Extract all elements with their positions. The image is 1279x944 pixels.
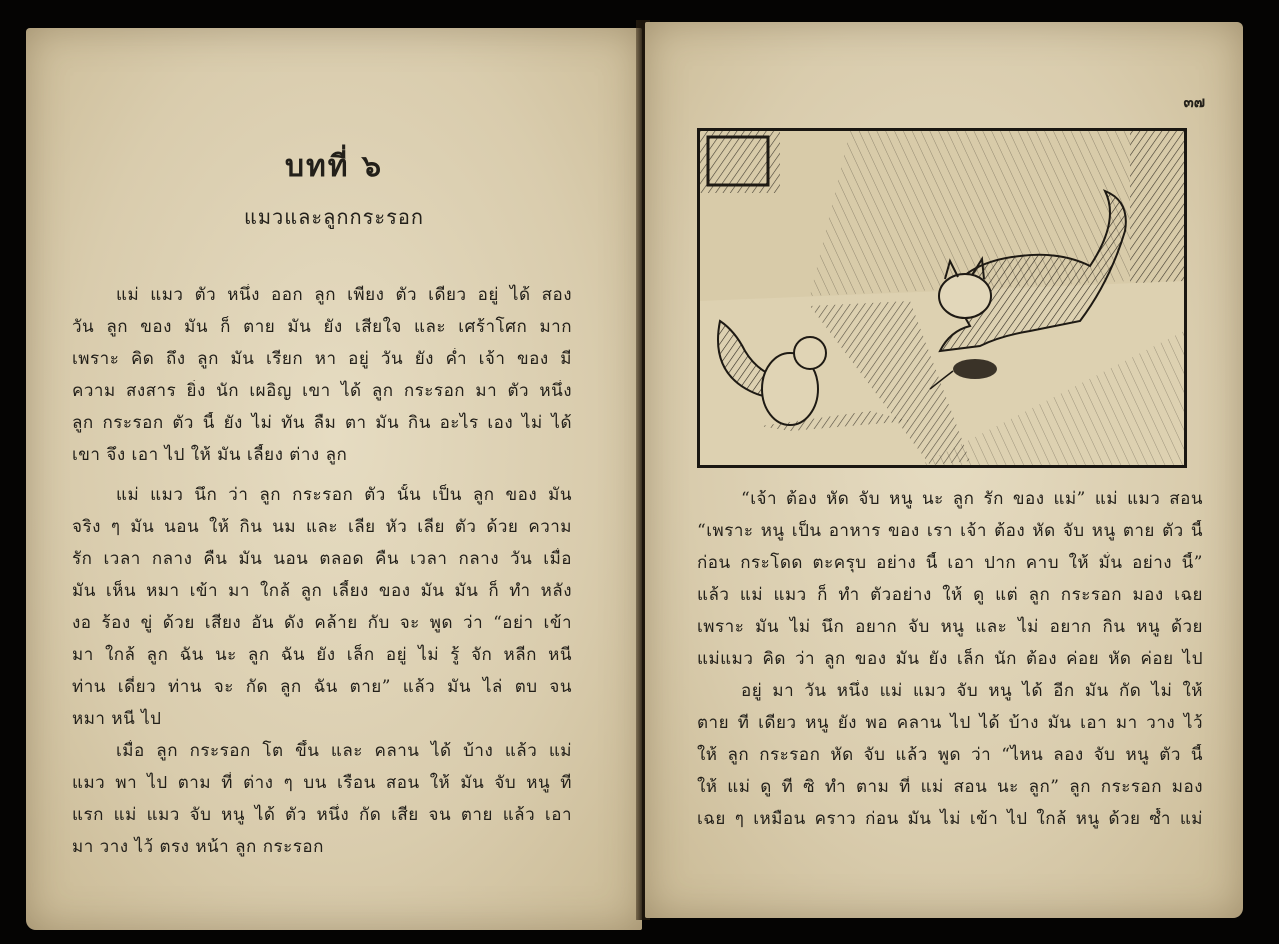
- text-line: ลูก กระรอก ตัว นี้ ยัง ไม่ ทัน ลืม ตา มัน กิน อะไร เอง ไม่ ได้: [72, 413, 572, 433]
- text-line: มา ใกล้ ลูก ฉัน นะ ลูก ฉัน ยัง เล็ก อยู่ ไม่ รู้ จัก หลีก หนี: [72, 645, 572, 665]
- text-line: เมื่อ ลูก กระรอก โต ขึ้น และ คลาน ได้ บ้าง แล้ว แม่: [116, 741, 572, 761]
- text-line: ก่อน กระโดด ตะครุบ อย่าง นี้ เอา ปาก คาบ ให้ มั่น อย่าง นี้”: [697, 553, 1203, 573]
- text-line: เฉย ๆ เหมือน คราว ก่อน มัน ไม่ เข้า ไป ใกล้ หนู ด้วย ซ้ำ แม่: [697, 809, 1203, 829]
- text-line: งอ ร้อง ขู่ ด้วย เสียง อัน ดัง คล้าย กับ จะ พูด ว่า “อย่า เข้า: [72, 613, 572, 633]
- text-line: ท่าน เดี๋ยว ท่าน จะ กัด ลูก ฉัน ตาย” แล้ว มัน ไล่ ตบ จน: [72, 677, 572, 697]
- text-line: “เพราะ หนู เป็น อาหาร ของ เรา เจ้า ต้อง หัด จับ หนู ตาย ตัว นี้: [697, 521, 1203, 541]
- text-line: แม่ แมว ตัว หนึ่ง ออก ลูก เพียง ตัว เดียว อยู่ ได้ สอง: [116, 285, 572, 305]
- text-line: เพราะ มัน ไม่ นึก อยาก จับ หนู และ ไม่ อยาก กิน หนู ด้วย: [697, 617, 1203, 637]
- left-page: [26, 28, 642, 930]
- text-line: “เจ้า ต้อง หัด จับ หนู นะ ลูก รัก ของ แม่” แม่ แมว สอน: [741, 489, 1203, 509]
- chapter-title: บทที่ ๖: [284, 149, 384, 184]
- text-line: วัน ลูก ของ มัน ก็ ตาย มัน ยัง เสียใจ และ เศร้าโศก มาก: [72, 317, 572, 337]
- text-line: อยู่ มา วัน หนึ่ง แม่ แมว จับ หนู ได้ อีก มัน กัด ไม่ ให้: [741, 681, 1203, 701]
- text-line: จริง ๆ มัน นอน ให้ กิน นม และ เลีย หัว เลีย ตัว ด้วย ความ: [72, 517, 572, 537]
- text-line: เขา จึง เอา ไป ให้ มัน เลี้ยง ต่าง ลูก: [72, 445, 348, 465]
- text-line: แม่ แมว นึก ว่า ลูก กระรอก ตัว นั้น เป็น ลูก ของ มัน: [116, 485, 572, 505]
- text-line: ให้ ลูก กระรอก หัด จับ แล้ว พูด ว่า “ไหน ลอง จับ หนู ตัว นี้: [697, 745, 1203, 765]
- page-number: ๓๗: [1183, 93, 1205, 111]
- text-line: หมา หนี ไป: [72, 709, 162, 729]
- text-line: แล้ว แม่ แมว ก็ ทำ ตัวอย่าง ให้ ดู แต่ ลูก กระรอก มอง เฉย: [697, 585, 1203, 605]
- text-line: รัก เวลา กลาง คืน มัน นอน ตลอด คืน เวลา กลาง วัน เมื่อ: [72, 549, 572, 569]
- text-line: มา วาง ไว้ ตรง หน้า ลูก กระรอก: [72, 837, 324, 857]
- text-line: แมว พา ไป ตาม ที่ ต่าง ๆ บน เรือน สอน ให้ มัน จับ หนู ที: [72, 773, 572, 793]
- text-line: แรก แม่ แมว จับ หนู ได้ ตัว หนึ่ง กัด เสีย จน ตาย แล้ว เอา: [72, 805, 572, 825]
- cat-and-squirrel-illustration-icon: [697, 128, 1187, 468]
- text-line: ให้ แม่ ดู ที ซิ ทำ ตาม ที่ แม่ สอน นะ ลูก” ลูก กระรอก มอง: [697, 777, 1203, 797]
- text-line: ความ สงสาร ยิ่ง นัก เผอิญ เขา ได้ ลูก กระรอก มา ตัว หนึ่ง: [72, 381, 572, 401]
- text-line: เพราะ คิด ถึง ลูก มัน เรียก หา อยู่ วัน ยัง ค่ำ เจ้า ของ มี: [72, 349, 572, 369]
- right-page: [645, 22, 1243, 918]
- text-line: มัน เห็น หมา เข้า มา ใกล้ ลูก เลี้ยง ของ มัน มัน ก็ ทำ หลัง: [72, 581, 572, 601]
- text-line: แม่แมว คิด ว่า ลูก ของ มัน ยัง เล็ก นัก ต้อง ค่อย หัด ค่อย ไป: [697, 649, 1203, 669]
- text-line: ตาย ที เดียว หนู ยัง พอ คลาน ไป ได้ บ้าง มัน เอา มา วาง ไว้: [697, 713, 1203, 733]
- story-title: แมวและลูกกระรอก: [243, 205, 424, 229]
